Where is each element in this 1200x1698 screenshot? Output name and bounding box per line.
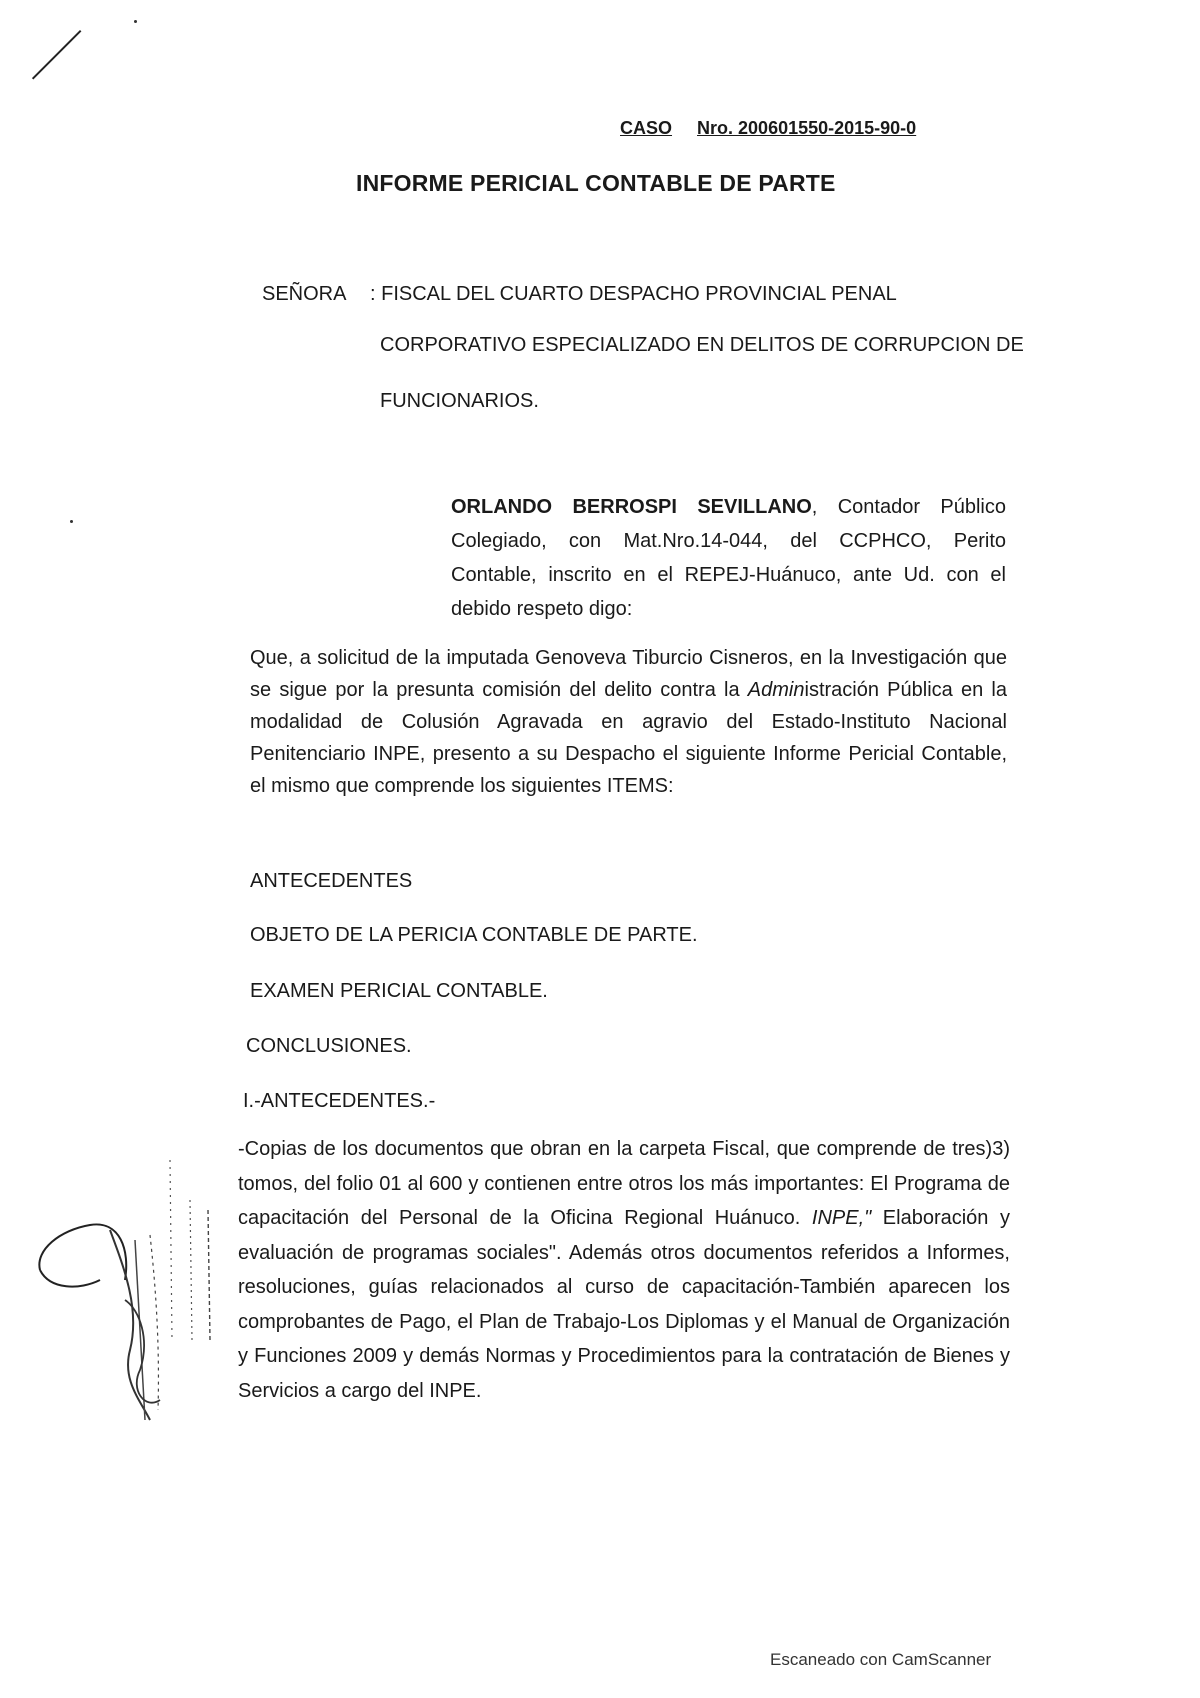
intro-line-4: debido respeto digo: [451, 598, 633, 620]
case-label: CASO [620, 118, 673, 138]
addressee-line-1: : FISCAL DEL CUARTO DESPACHO PROVINCIAL PENAL [370, 283, 897, 305]
scanner-watermark: Escaneado con CamScanner [770, 1650, 992, 1669]
addressee-line-3: FUNCIONARIOS. [380, 390, 539, 412]
speck-mark [134, 20, 137, 23]
item-examen: EXAMEN PERICIAL CONTABLE. [250, 980, 548, 1002]
section-heading: I.-ANTECEDENTES.- [243, 1090, 436, 1112]
case-number-line [620, 118, 916, 139]
addressee-label: SEÑORA [262, 283, 347, 305]
addressee-line-2: CORPORATIVO ESPECIALIZADO EN DELITOS DE CORRUPCION DE [380, 334, 1024, 356]
speck-mark [70, 520, 73, 523]
intro-line-3: Contable, inscrito en el REPEJ-Huánuco, ante Ud. con el [451, 564, 1006, 586]
item-antecedentes: ANTECEDENTES [250, 870, 413, 892]
intro-line-1: ORLANDO BERROSPI SEVILLANO, Contador Público [451, 496, 1006, 518]
item-objeto: OBJETO DE LA PERICIA CONTABLE DE PARTE. [250, 924, 698, 946]
intro-block [451, 490, 1006, 626]
margin-signature-stamp [30, 1140, 230, 1440]
antecedentes-paragraph: -Copias de los documentos que obran en la carpeta Fiscal, que comprende de tres)3) tomos, del folio 01 al 600 y contienen entre otros los más importantes: El Programa de capacitación del Personal de la Oficina Regional Huánuco. INPE," Elaboración y evaluación de programas sociales". Además otros documentos referidos a Informes, resoluciones, guías relacionados al curso de capacitación-También aparecen los comprobantes de Pago, el Plan de Trabajo-Los Diplomas y el Manual de Organización y Funciones 2009 y demás Normas y Procedimientos para la contratación de Bienes y Servicios a cargo del INPE. [238, 1138, 1010, 1402]
intro-line-2: Colegiado, con Mat.Nro.14-044, del CCPHCO, Perito [451, 530, 1006, 552]
item-conclusiones: CONCLUSIONES. [246, 1035, 412, 1057]
pen-stroke-mark [32, 30, 81, 79]
body-paragraph: Que, a solicitud de la imputada Genoveva Tiburcio Cisneros, en la Investigación que se sigue por la presunta comisión del delito contra la Administración Pública en la modalidad de Colusión Agravada en agravio del Estado-Instituto Nacional Penitenciario INPE, presento a su Despacho el siguiente Informe Pericial Contable, el mismo que comprende los siguientes ITEMS: [250, 647, 1007, 797]
document-title: INFORME PERICIAL CONTABLE DE PARTE [356, 170, 836, 196]
expert-name: ORLANDO BERROSPI SEVILLANO [451, 496, 812, 518]
case-number: Nro. 200601550-2015-90-0 [697, 118, 917, 138]
